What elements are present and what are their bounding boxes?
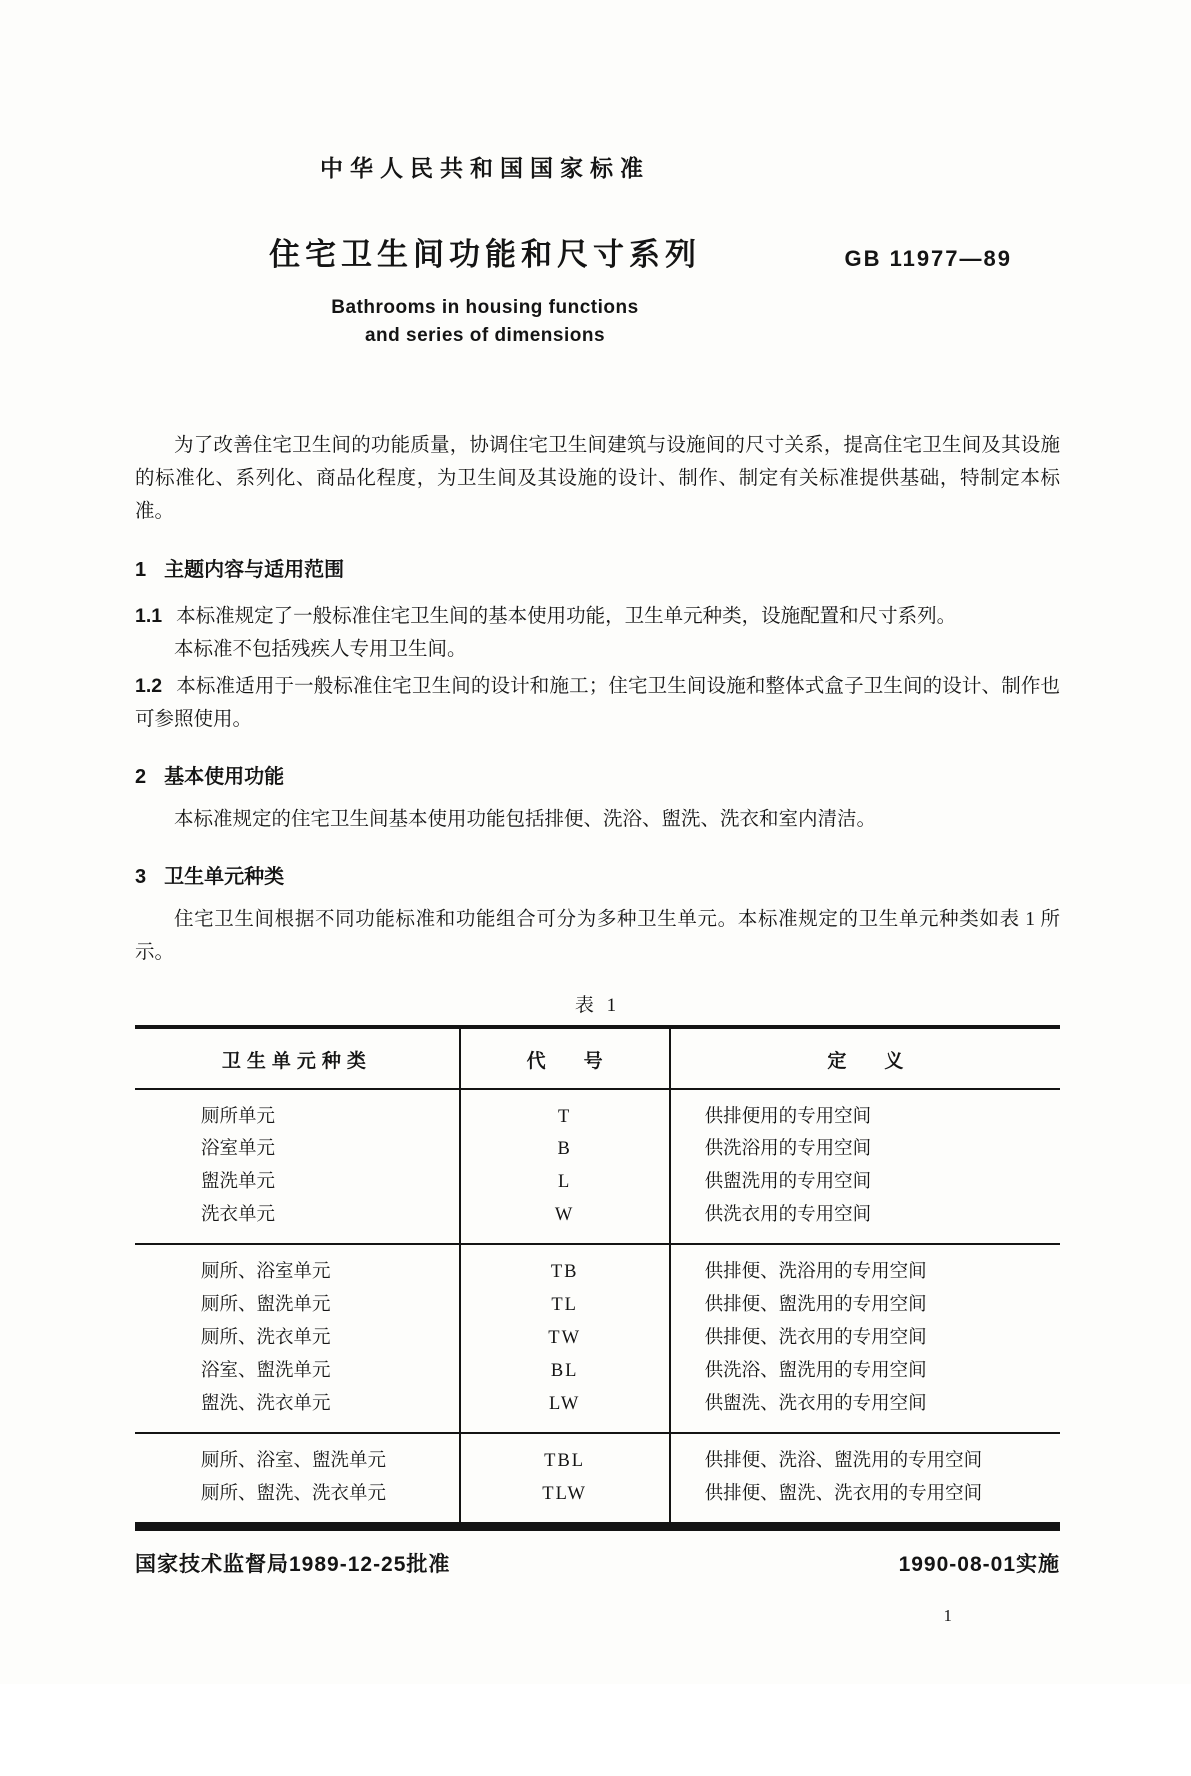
column-header-unit-type: 卫生单元种类 bbox=[135, 1027, 460, 1089]
clause-1-2-number: 1.2 bbox=[135, 674, 163, 697]
code-cell: TBL bbox=[460, 1433, 670, 1478]
table-row bbox=[135, 1133, 1060, 1166]
clause-1-2-text: 本标准适用于一般标准住宅卫生间的设计和施工；住宅卫生间设施和整体式盒子卫生间的设计、制作也可参照使用。 bbox=[135, 675, 1060, 730]
definition-cell: 供洗衣用的专用空间 bbox=[670, 1199, 1060, 1244]
unit-type-cell: 浴室单元 bbox=[201, 1139, 276, 1160]
english-subtitle-line1: Bathrooms in housing functions bbox=[331, 297, 639, 318]
clause-1-1-number: 1.1 bbox=[135, 604, 163, 627]
section-1-title: 主题内容与适用范围 bbox=[164, 558, 345, 581]
definition-cell: 供排便、盥洗、洗衣用的专用空间 bbox=[670, 1478, 1060, 1524]
clause-1-1 bbox=[135, 600, 1060, 633]
clause-1-2 bbox=[135, 670, 1060, 736]
unit-type-cell: 洗衣单元 bbox=[201, 1205, 276, 1226]
unit-type-cell: 厕所、浴室、盥洗单元 bbox=[135, 1433, 460, 1478]
page-number: 1 bbox=[943, 1606, 952, 1626]
english-subtitle-line2: and series of dimensions bbox=[364, 324, 606, 346]
table-row bbox=[135, 1289, 1060, 1322]
definition-cell: 供盥洗用的专用空间 bbox=[670, 1166, 1060, 1199]
section-2-paragraph: 本标准规定的住宅卫生间基本使用功能包括排便、洗浴、盥洗、洗衣和室内清洁。 bbox=[174, 809, 877, 831]
document-header bbox=[135, 150, 1060, 349]
definition-cell: 供排便用的专用空间 bbox=[670, 1089, 1060, 1134]
code-cell: BL bbox=[460, 1355, 670, 1388]
document-title: 住宅卫生间功能和尺寸系列 bbox=[269, 237, 701, 272]
section-1-number: 1 bbox=[135, 558, 147, 581]
table-row bbox=[135, 1433, 1060, 1478]
table-row bbox=[135, 1089, 1060, 1134]
code-cell: B bbox=[460, 1133, 670, 1166]
code-cell: TB bbox=[460, 1244, 670, 1289]
unit-type-table bbox=[135, 1025, 1060, 1527]
unit-type-cell: 厕所、浴室单元 bbox=[135, 1244, 460, 1289]
unit-type-cell: 厕所单元 bbox=[201, 1106, 276, 1127]
implementation-note: 1990-08-01实施 bbox=[898, 1553, 1060, 1577]
table-row bbox=[135, 1244, 1060, 1289]
unit-type-cell: 盥洗、洗衣单元 bbox=[201, 1394, 331, 1415]
unit-table-body bbox=[135, 1089, 1060, 1525]
standard-kicker: 中华人民共和国国家标准 bbox=[320, 155, 650, 181]
unit-type-cell: 厕所、盥洗单元 bbox=[201, 1295, 331, 1316]
clause-1-1-text: 本标准规定了一般标准住宅卫生间的基本使用功能，卫生单元种类，设施配置和尺寸系列。 bbox=[176, 605, 957, 627]
table-row bbox=[135, 1322, 1060, 1355]
unit-type-cell: 厕所、洗衣单元 bbox=[201, 1328, 331, 1349]
definition-cell: 供洗浴用的专用空间 bbox=[670, 1133, 1060, 1166]
table-header bbox=[135, 1027, 1060, 1089]
approval-note: 国家技术监督局1989-12-25批准 bbox=[135, 1553, 451, 1577]
unit-type-cell: 厕所、盥洗、洗衣单元 bbox=[201, 1484, 387, 1505]
code-cell: T bbox=[460, 1089, 670, 1134]
unit-type-cell: 浴室、盥洗单元 bbox=[201, 1361, 331, 1382]
code-cell: LW bbox=[460, 1388, 670, 1433]
section-3-title: 卫生单元种类 bbox=[164, 866, 285, 889]
table-caption: 表 1 bbox=[574, 994, 621, 1016]
section-2-title: 基本使用功能 bbox=[164, 766, 285, 789]
section-2-heading bbox=[135, 760, 1060, 789]
section-3-paragraph: 住宅卫生间根据不同功能标准和功能组合可分为多种卫生单元。本标准规定的卫生单元种类如表 1 所示。 bbox=[135, 909, 1060, 964]
section-1-heading bbox=[135, 553, 1060, 582]
clause-1-1-note: 本标准不包括残疾人专用卫生间。 bbox=[174, 638, 467, 660]
code-cell: L bbox=[460, 1166, 670, 1199]
section-2-number: 2 bbox=[135, 766, 147, 789]
table-row bbox=[135, 1166, 1060, 1199]
code-cell: TW bbox=[460, 1322, 670, 1355]
footer-row bbox=[135, 1548, 1060, 1578]
code-cell: TL bbox=[460, 1289, 670, 1322]
header-title-block bbox=[135, 150, 835, 349]
column-header-definition: 定 义 bbox=[670, 1027, 1060, 1089]
table-row bbox=[135, 1478, 1060, 1524]
code-cell: W bbox=[460, 1199, 670, 1244]
intro-paragraph: 为了改善住宅卫生间的功能质量，协调住宅卫生间建筑与设施间的尺寸关系，提高住宅卫生间及其设施的标准化、系列化、商品化程度，为卫生间及其设施的设计、制作、制定有关标准提供基础，特制定本标准。 bbox=[135, 435, 1060, 523]
english-subtitle bbox=[135, 294, 835, 349]
definition-cell: 供排便、盥洗用的专用空间 bbox=[670, 1289, 1060, 1322]
definition-cell: 供排便、洗浴用的专用空间 bbox=[670, 1244, 1060, 1289]
section-3-number: 3 bbox=[135, 866, 147, 889]
footer-rule bbox=[135, 1526, 1060, 1531]
column-header-code: 代 号 bbox=[460, 1027, 670, 1089]
table-header-row bbox=[135, 1027, 1060, 1089]
definition-cell: 供排便、洗浴、盥洗用的专用空间 bbox=[670, 1433, 1060, 1478]
document-footer bbox=[135, 1526, 1060, 1776]
definition-cell: 供洗浴、盥洗用的专用空间 bbox=[670, 1355, 1060, 1388]
table-row bbox=[135, 1199, 1060, 1244]
definition-cell: 供盥洗、洗衣用的专用空间 bbox=[670, 1388, 1060, 1433]
standard-number: GB 11977—89 bbox=[844, 246, 1012, 271]
code-cell: TLW bbox=[460, 1478, 670, 1524]
table-row bbox=[135, 1388, 1060, 1433]
unit-type-cell: 盥洗单元 bbox=[201, 1172, 276, 1193]
section-3-heading bbox=[135, 860, 1060, 889]
definition-cell: 供排便、洗衣用的专用空间 bbox=[670, 1322, 1060, 1355]
table-row bbox=[135, 1355, 1060, 1388]
